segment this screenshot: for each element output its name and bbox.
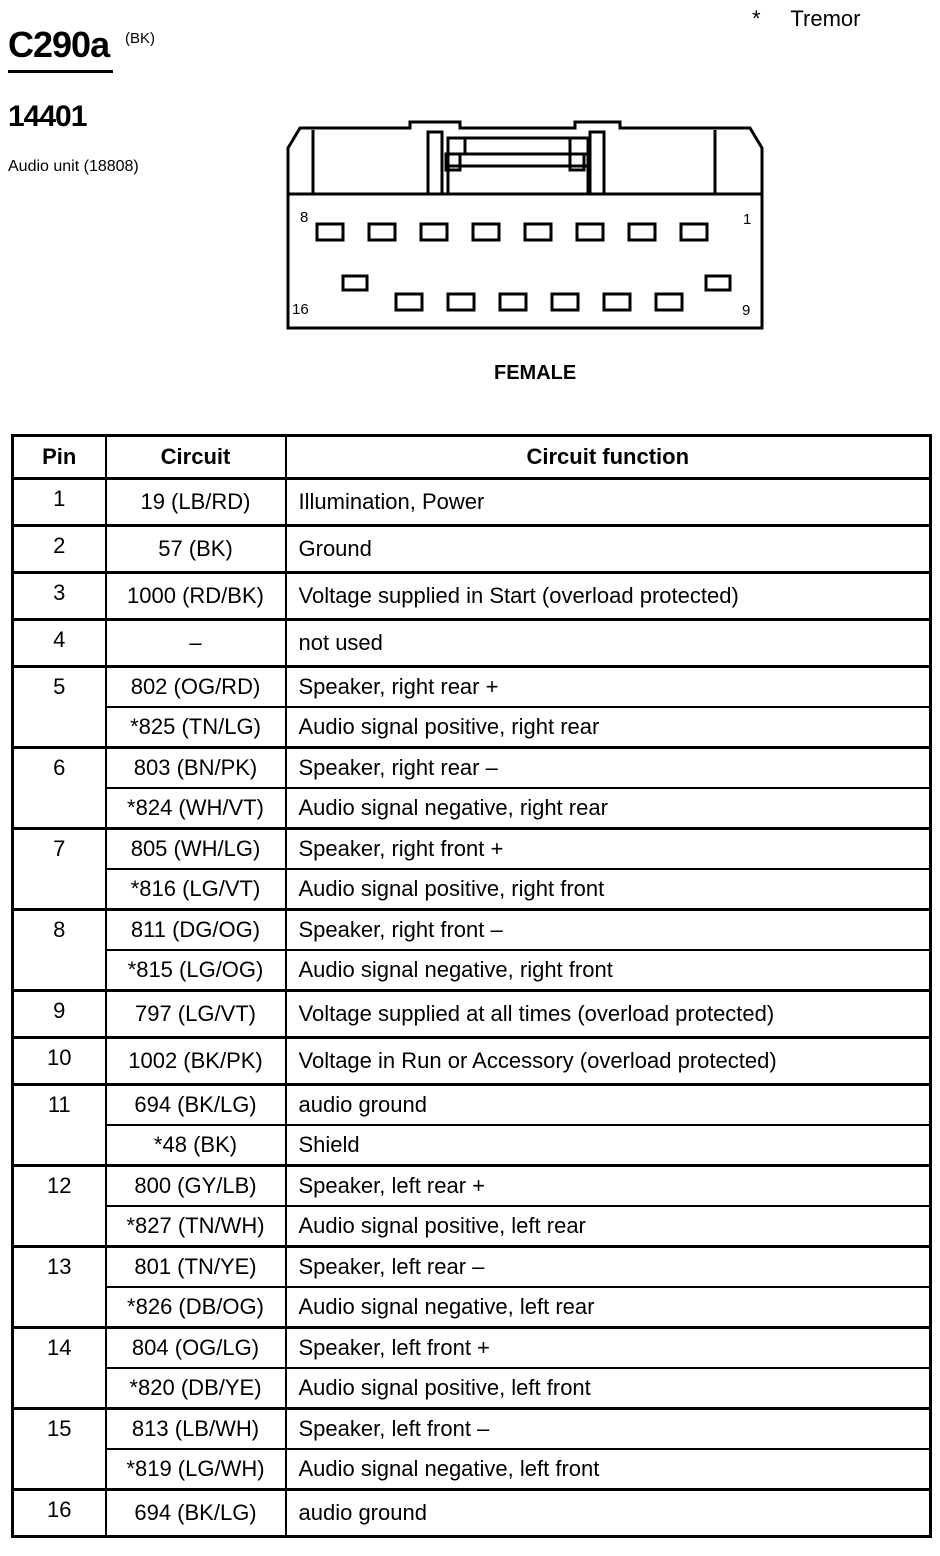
terminal-cavity-16 — [343, 276, 367, 290]
circuit-function-cell: Audio signal positive, right front — [286, 869, 931, 910]
part-description: Audio unit (18808) — [8, 158, 139, 175]
circuit-function-cell: not used — [286, 620, 931, 667]
circuit-function-cell: Speaker, right rear – — [286, 748, 931, 789]
circuit-function-cell: Illumination, Power — [286, 479, 931, 526]
latch-clip-right — [570, 154, 584, 170]
table-row — [13, 1247, 931, 1288]
pin-number-cell: 7 — [13, 829, 106, 910]
circuit-function-cell: Audio signal negative, left rear — [286, 1287, 931, 1328]
table-row — [13, 748, 931, 789]
circuit-cell: 805 (WH/LG) — [106, 829, 286, 870]
pin-number-cell: 16 — [13, 1490, 106, 1537]
circuit-function-cell: Voltage supplied in Start (overload protected) — [286, 573, 931, 620]
circuit-function-cell: audio ground — [286, 1085, 931, 1126]
pin-number-cell: 10 — [13, 1038, 106, 1085]
table-row — [13, 991, 931, 1038]
pin-number-cell: 11 — [13, 1085, 106, 1166]
table-row — [13, 950, 931, 991]
pin-number-cell: 5 — [13, 667, 106, 748]
circuit-function-cell: Audio signal positive, right rear — [286, 707, 931, 748]
table-row — [13, 1449, 931, 1490]
circuit-cell: 813 (LB/WH) — [106, 1409, 286, 1450]
footnote — [752, 6, 860, 32]
terminal-cavity-13 — [500, 294, 526, 310]
terminal-cavity-2 — [629, 224, 655, 240]
circuit-function-cell: Speaker, left rear + — [286, 1166, 931, 1207]
circuit-cell: *820 (DB/YE) — [106, 1368, 286, 1409]
footnote-text: Tremor — [790, 6, 861, 31]
circuit-cell: 1002 (BK/PK) — [106, 1038, 286, 1085]
pin-number-cell: 12 — [13, 1166, 106, 1247]
terminal-cavity-4 — [525, 224, 551, 240]
circuit-function-cell: Shield — [286, 1125, 931, 1166]
circuit-function-cell: audio ground — [286, 1490, 931, 1537]
latch-tab — [465, 138, 570, 154]
table-row — [13, 829, 931, 870]
circuit-function-cell: Voltage in Run or Accessory (overload protected) — [286, 1038, 931, 1085]
pin-number-cell: 3 — [13, 573, 106, 620]
circuit-function-cell: Audio signal negative, right front — [286, 950, 931, 991]
table-row — [13, 1038, 931, 1085]
circuit-function-cell: Speaker, right front – — [286, 910, 931, 951]
terminal-cavity-8 — [317, 224, 343, 240]
part-number: 14401 — [8, 100, 87, 133]
terminal-cavity-1 — [681, 224, 707, 240]
circuit-function-cell: Speaker, left front – — [286, 1409, 931, 1450]
table-row — [13, 1166, 931, 1207]
pin-number-cell: 2 — [13, 526, 106, 573]
circuit-cell: *819 (LG/WH) — [106, 1449, 286, 1490]
table-row — [13, 479, 931, 526]
connector-face-diagram — [280, 118, 770, 338]
pin-label-top-left: 8 — [300, 209, 309, 226]
table-row — [13, 910, 931, 951]
table-row — [13, 1287, 931, 1328]
terminal-cavity-7 — [369, 224, 395, 240]
connector-id: C290a — [8, 24, 110, 65]
circuit-function-cell: Voltage supplied at all times (overload protected) — [286, 991, 931, 1038]
column-header-circuit-function: Circuit function — [286, 436, 931, 479]
latch-right-arm — [590, 132, 604, 194]
terminal-cavity-12 — [552, 294, 578, 310]
connector-color-code: (BK) — [125, 30, 155, 47]
pin-number-cell: 15 — [13, 1409, 106, 1490]
table-row — [13, 1490, 931, 1537]
table-row — [13, 788, 931, 829]
table-row — [13, 1085, 931, 1126]
circuit-cell: 1000 (RD/BK) — [106, 573, 286, 620]
circuit-cell: 803 (BN/PK) — [106, 748, 286, 789]
table-row — [13, 1328, 931, 1369]
pin-label-bottom-right: 9 — [742, 302, 751, 319]
table-row — [13, 620, 931, 667]
circuit-function-cell: Speaker, right front + — [286, 829, 931, 870]
terminal-cavity-10 — [656, 294, 682, 310]
column-header-pin: Pin — [13, 436, 106, 479]
terminal-cavity-9 — [706, 276, 730, 290]
pin-number-cell: 6 — [13, 748, 106, 829]
pinout-table-body — [13, 479, 931, 1537]
terminal-cavity-14 — [448, 294, 474, 310]
circuit-cell: 811 (DG/OG) — [106, 910, 286, 951]
pin-label-top-right: 1 — [743, 211, 752, 228]
circuit-cell: 57 (BK) — [106, 526, 286, 573]
terminal-cavity-3 — [577, 224, 603, 240]
pin-number-cell: 8 — [13, 910, 106, 991]
circuit-cell: 801 (TN/YE) — [106, 1247, 286, 1288]
table-row — [13, 1409, 931, 1450]
circuit-cell: 800 (GY/LB) — [106, 1166, 286, 1207]
pin-label-bottom-left: 16 — [292, 301, 309, 318]
circuit-cell: *815 (LG/OG) — [106, 950, 286, 991]
table-row — [13, 1125, 931, 1166]
pin-number-cell: 13 — [13, 1247, 106, 1328]
table-row — [13, 869, 931, 910]
latch-ridge — [448, 154, 588, 166]
circuit-cell: 694 (BK/LG) — [106, 1085, 286, 1126]
circuit-cell: *827 (TN/WH) — [106, 1206, 286, 1247]
circuit-cell: 797 (LG/VT) — [106, 991, 286, 1038]
circuit-cell: 804 (OG/LG) — [106, 1328, 286, 1369]
table-header-row — [13, 436, 931, 479]
pin-number-cell: 4 — [13, 620, 106, 667]
circuit-cell: 19 (LB/RD) — [106, 479, 286, 526]
table-row — [13, 526, 931, 573]
connector-gender-label: FEMALE — [494, 362, 577, 384]
pin-number-cell: 9 — [13, 991, 106, 1038]
circuit-function-cell: Speaker, left rear – — [286, 1247, 931, 1288]
circuit-function-cell: Audio signal negative, right rear — [286, 788, 931, 829]
circuit-cell: *826 (DB/OG) — [106, 1287, 286, 1328]
circuit-function-cell: Audio signal negative, left front — [286, 1449, 931, 1490]
circuit-cell: *48 (BK) — [106, 1125, 286, 1166]
table-row — [13, 667, 931, 708]
pinout-table — [11, 434, 932, 1538]
table-row — [13, 573, 931, 620]
circuit-cell: *816 (LG/VT) — [106, 869, 286, 910]
circuit-cell: – — [106, 620, 286, 667]
circuit-cell: 694 (BK/LG) — [106, 1490, 286, 1537]
circuit-function-cell: Ground — [286, 526, 931, 573]
circuit-cell: *824 (WH/VT) — [106, 788, 286, 829]
terminal-cavity-11 — [604, 294, 630, 310]
terminal-cavity-15 — [396, 294, 422, 310]
table-row — [13, 707, 931, 748]
terminal-cavity-6 — [421, 224, 447, 240]
circuit-function-cell: Audio signal positive, left front — [286, 1368, 931, 1409]
table-row — [13, 1206, 931, 1247]
circuit-cell: 802 (OG/RD) — [106, 667, 286, 708]
circuit-cell: *825 (TN/LG) — [106, 707, 286, 748]
pin-number-cell: 1 — [13, 479, 106, 526]
latch-left-arm — [428, 132, 442, 194]
pin-number-cell: 14 — [13, 1328, 106, 1409]
terminal-cavity-5 — [473, 224, 499, 240]
column-header-circuit: Circuit — [106, 436, 286, 479]
connector-id-underline — [8, 70, 113, 73]
circuit-function-cell: Audio signal positive, left rear — [286, 1206, 931, 1247]
circuit-function-cell: Speaker, right rear + — [286, 667, 931, 708]
footnote-marker: * — [752, 6, 761, 31]
circuit-function-cell: Speaker, left front + — [286, 1328, 931, 1369]
table-row — [13, 1368, 931, 1409]
